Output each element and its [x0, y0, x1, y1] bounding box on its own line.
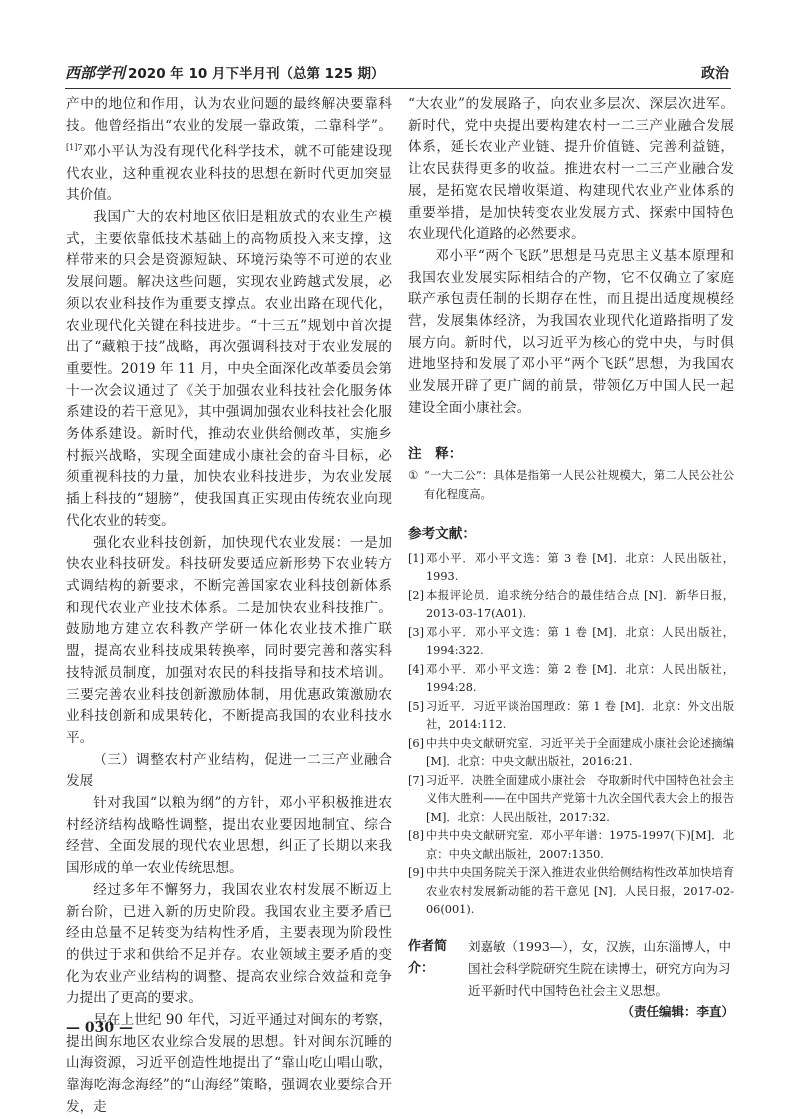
reference-item: [408, 550, 734, 587]
left-column: [66, 94, 392, 1119]
journal-header: [65, 62, 385, 83]
paragraph: 经过多年不懈努力，我国农业农村发展不断迈上新台阶，已进入新的历史阶段。我国农业主要矛盾已经由总量不足转变为结构性矛盾，主要表现为阶段性的供过于求和供给不足并存。农业领域主要矛盾的变化为农业产业结构的调整、提高农业综合效益和竞争力提出了更高的要求。: [66, 881, 392, 1007]
citation-marker: [1]7: [66, 143, 83, 153]
reference-number: [5]: [408, 699, 425, 713]
paragraph: 邓小平“两个飞跃”思想是马克思主义基本原理和我国农业发展实际相结合的产物，它不仅确立了家庭联产承包责任制的长期存在性，而且提出适度规模经营，发展集体经济，为我国农业现代化道路指明了发展方向。新时代，以习近平为核心的党中央，与时俱进地坚持和发展了邓小平“两个飞跃”思想，为我国农业发展开辟了更广阔的前景，带领亿万中国人民一起建设全面小康社会。: [408, 247, 734, 416]
reference-item: [408, 772, 734, 828]
author-label: 作者简介：: [408, 938, 448, 976]
reference-text: 本报评论员．追求统分结合的最佳结合点 [N]．新华日报，2013-03-17(A01).: [426, 588, 734, 621]
section-subheading: （三）调整农村产业结构，促进一二三产业融合发展: [66, 751, 392, 790]
author-text: 刘嘉敏（1993—），女，汉族，山东淄博人，中国社会科学院研究生院在读博士，研究方向为习近平新时代中国特色社会主义思想。: [468, 938, 732, 998]
reference-list: [408, 550, 734, 920]
reference-item: [408, 864, 734, 920]
notes-heading: 注 释：: [408, 445, 463, 462]
page-number: — 030 —: [66, 1020, 133, 1036]
reference-text: 中共中央国务院关于深入推进农业供给侧结构性改革加快培育农业农村发展新动能的若干意见 [N]．人民日报，2017-02-06(001).: [426, 866, 734, 917]
reference-number: [2]: [408, 588, 425, 602]
reference-text: 邓小平．邓小平文选：第 1 卷 [M]．北京：人民出版社，1994:322.: [426, 625, 734, 658]
reference-item: [408, 735, 734, 772]
page-header: [65, 62, 731, 89]
reference-item: [408, 661, 734, 698]
reference-item: [408, 624, 734, 661]
reference-item: [408, 827, 734, 864]
reference-text: 习近平．决胜全面建成小康社会 夺取新时代中国特色社会主义伟大胜利——在中国共产党第十九次全国代表大会上的报告 [M]．北京：人民出版社，2017:32.: [426, 773, 734, 824]
right-column: [408, 94, 734, 1020]
footnote-number: ①: [408, 469, 419, 483]
paragraph: “大农业”的发展路子，向农业多层次、深层次进军。新时代，党中央提出要构建农村一二三产业融合发展体系，延长农业产业链、提升价值链、完善利益链，让农民获得更多的收益。推进农村一二三产业融合发展，是拓宽农民增收渠道、构建现代农业产业体系的重要举措，是加快转变农业发展方式、探索中国特色农业现代化道路的必然要求。: [408, 96, 734, 243]
reference-number: [1]: [408, 551, 425, 565]
paragraph: 强化农业科技创新，加快现代农业发展：一是加快农业科技研发。科技研发要适应新形势下农业转方式调结构的新要求，不断完善国家农业科技创新体系和现代农业产业技术体系。二是加快农业科技推广。鼓励地方建立农科教产学研一体化农业技术推广联盟，提高农业科技成果转换率，同时要完善和落实科技特派员制度，加强对农民的科技指导和技术培训。三要完善农业科技创新激励体制，用优惠政策激励农业科技创新和成果转化，不断提高我国的农业科技水平。: [66, 534, 392, 746]
references-heading: 参考文献：: [408, 526, 476, 543]
author-bio: [408, 936, 734, 1002]
reference-item: [408, 698, 734, 735]
section-label: 政治: [701, 66, 729, 82]
reference-number: [6]: [408, 736, 425, 750]
reference-text: 邓小平．邓小平文选：第 3 卷 [M]．北京：人民出版社，1993.: [426, 551, 734, 584]
reference-number: [4]: [408, 662, 425, 676]
reference-text: 习近平．习近平谈治国理政：第 1 卷 [M]．北京：外文出版社，2014:112.: [426, 699, 734, 732]
reference-item: [408, 587, 734, 624]
paragraph: 产中的地位和作用，认为农业问题的最终解决要靠科技。他曾经指出“农业的发展一靠政策，二靠科学”。$^{[1]7}$邓小平认为没有现代化科学技术，就不可能建设现代农业，这种重视农业科技的思想在新时代更加突显其价值。: [66, 96, 392, 204]
reference-text: 中共中央文献研究室．习近平关于全面建成小康社会论述摘编 [M]．北京：中央文献出版社，2016:21.: [426, 736, 734, 769]
reference-text: 邓小平．邓小平文选：第 2 卷 [M]．北京：人民出版社，1994:28.: [426, 662, 734, 695]
paragraph: 早在上世纪 90 年代，习近平通过对闽东的考察，提出闽东地区农业综合发展的思想。针对闽东沉睡的山海资源，习近平创造性地提出了“靠山吃山唱山歌，靠海吃海念海经”的“山海经”策略，强调农业要综合开发，走: [66, 1012, 392, 1115]
reference-number: [8]: [408, 829, 425, 843]
paragraph: 针对我国“以粮为纲”的方针，邓小平积极推进农村经济结构战略性调整，提出农业要因地制宜、综合经营、全面发展的现代农业思想，纠正了长期以来我国形成的单一农业传统思想。: [66, 795, 392, 877]
reference-text: 中共中央文献研究室．邓小平年谱：1975-1997(下)[M]．北京：中央文献出版社，2007:1350.: [426, 829, 734, 861]
issue-info: 2020 年 10 月下半月刊（总第 125 期）: [128, 66, 385, 82]
paragraph: 我国广大的农村地区依旧是粗放式的农业生产模式，主要依靠低技术基础上的高物质投入来支撑，这样带来的只会是资源短缺、环境污染等不可逆的农业发展问题。解决这些问题，实现农业跨越式发展，必须以农业科技作为重要支撑点。农业出路在现代化，农业现代化关键在科技进步。“十三五”规划中首次提出了“藏粮于技”战略，再次强调科技对于农业发展的重要性。2019 年 11 月，中央全面深化改革委员会第十一次会议通过了《关于加强农业科技社会化服务体系建设的若干意见》，其中强调加强农业科技社会化服务体系建设。新时代，推动农业供给侧改革，实施乡村振兴战略，实现全面建成小康社会的奋斗目标，必须重视科技的力量，加快农业科技进步，为农业发展插上科技的“翅膀”，使我国真正实现由传统农业向现代化农业的转变。: [66, 209, 392, 529]
footnote-text: “一大二公”：具体是指第一人民公社规模大，第二人民公社公有化程度高。: [424, 469, 734, 501]
journal-logo: 西部学刊: [65, 64, 126, 82]
responsible-editor: （责任编辑：李直）: [621, 1003, 734, 1019]
reference-number: [9]: [408, 866, 425, 880]
footnote: [408, 467, 734, 504]
reference-number: [7]: [408, 773, 425, 787]
reference-number: [3]: [408, 625, 425, 639]
